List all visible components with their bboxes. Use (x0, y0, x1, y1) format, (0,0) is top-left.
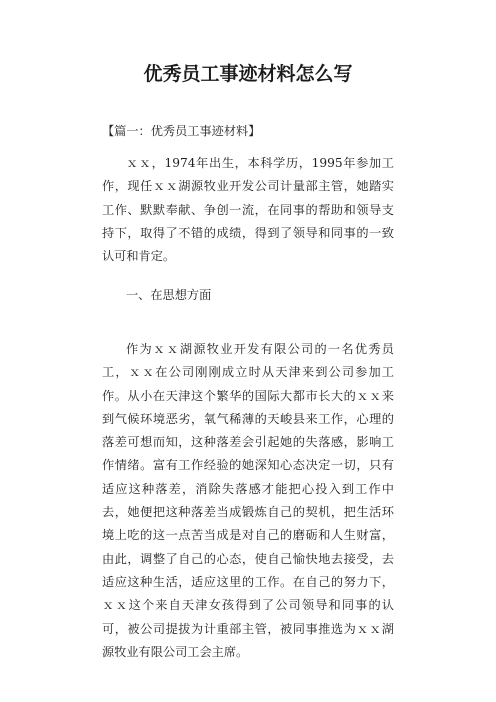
document-title: 优秀员工事迹材料怎么写 (143, 63, 353, 85)
subtitle: 【篇一：优秀员工事迹材料】 (102, 124, 261, 138)
section-heading: 一、在思想方面 (126, 288, 212, 302)
intro-paragraph: ｘｘ，1974年出生，本科学历，1995年参加工作，现任ｘｘ湖源牧业开发公司计量部主管，她踏实工作、默默奉献、争创一流，在同事的帮助和领导支持下，取得了不错的成绩，得到了领导和同事的一致认可和肯定。 (102, 156, 394, 264)
section-body-paragraph: 作为ｘｘ湖源牧业开发有限公司的一名优秀员工，ｘｘ在公司刚刚成立时从天津来到公司参加工作。从小在天津这个繁华的国际大都市长大的ｘｘ来到气候环境恶劣，氧气稀薄的天峻县来工作，心理的落差可想而知，这种落差会引起她的失落感，影响工作情绪。富有工作经验的她深知心态决定一切，只有适应这种落差，消除失落感才能把心投入到工作中去，她便把这种落差当成锻炼自己的契机，把生活环境上吃的这一点苦当成是对自己的磨砺和人生财富，由此，调整了自己的心态，使自己愉快地去接受，去适应这种生活，适应这里的工作。在自己的努力下，ｘｘ这个来自天津女孩得到了公司领导和同事的认可，被公司提拔为计重部主管，被同事推选为ｘｘ湖源牧业有限公司工会主席。 (102, 342, 394, 659)
